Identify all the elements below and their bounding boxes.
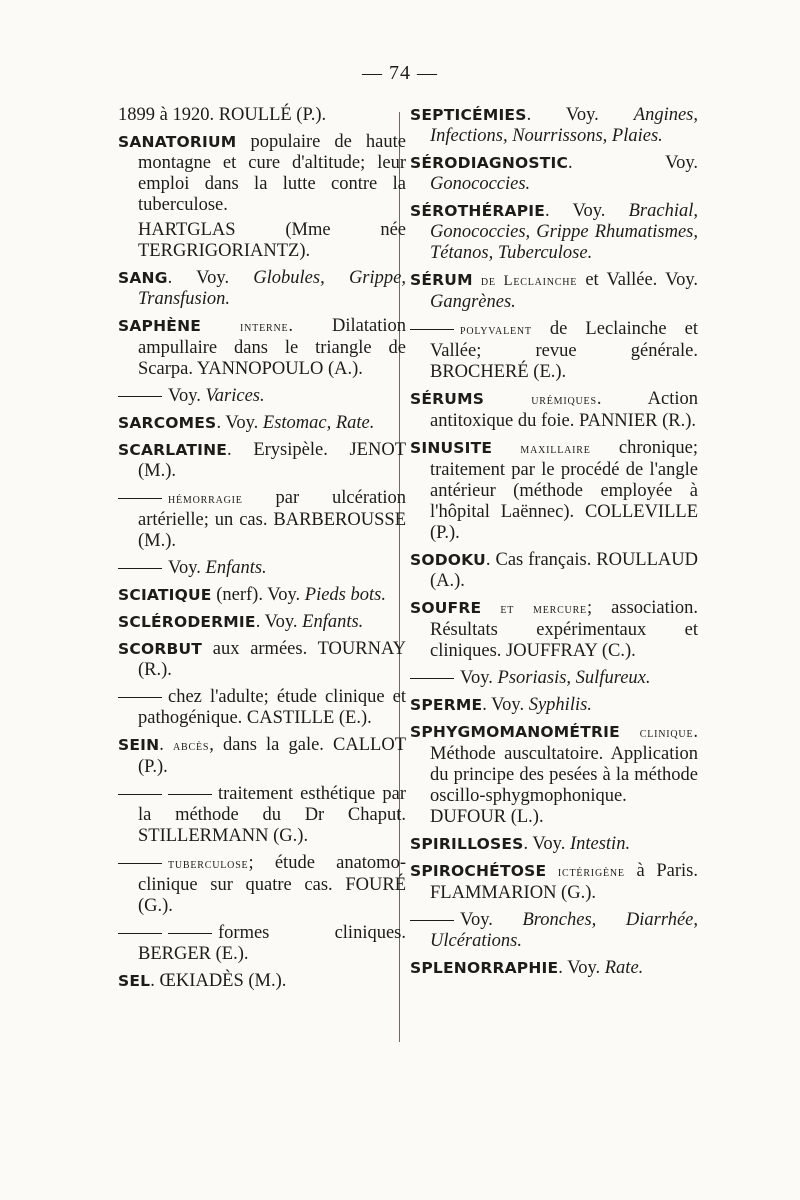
- repeat-dash: [118, 697, 162, 698]
- headword: SPHYGMOMANOMÉTRIE: [410, 723, 620, 741]
- index-entry: SEPTICÉMIES. Voy. Angines, Infections, Nourrissons, Plaies.: [410, 105, 698, 146]
- index-entry: SAPHÈNE interne. Dilatation ampullaire dans le triangle de Scarpa. YANNOPOULO (A.).: [118, 316, 406, 379]
- index-entry: SEL. ŒKIADÈS (M.).: [118, 971, 287, 991]
- repeat-dash: [118, 498, 162, 499]
- index-entry: SÉRODIAGNOSTIC. Voy. Gonococcies.: [410, 153, 698, 194]
- index-entry: Voy. Bronches, Diarrhée, Ulcérations.: [410, 910, 698, 952]
- headword: SEL: [118, 972, 151, 990]
- index-entry: HARTGLAS (Mme née TERGRIGORIANTZ).: [138, 220, 406, 261]
- index-entry: Voy. Psoriasis, Sulfureux.: [410, 668, 698, 689]
- headword: SCLÉRODERMIE: [118, 613, 256, 631]
- index-entry: chez l'adulte; étude clinique et pathogénique. CASTILLE (E.).: [118, 687, 406, 729]
- repeat-dash: [118, 794, 162, 795]
- headword: SÉRODIAGNOSTIC: [410, 154, 569, 172]
- right-column: [410, 105, 698, 985]
- headword: SINUSITE: [410, 439, 493, 457]
- headword: SARCOMES: [118, 414, 217, 432]
- repeat-dash: [118, 863, 162, 864]
- index-entry: Voy. Varices.: [118, 386, 406, 407]
- index-entry: traitement esthétique par la méthode du Dr Chaput. STILLERMANN (G.).: [118, 784, 406, 847]
- left-column: [118, 105, 406, 998]
- index-entry: SPHYGMOMANOMÉTRIE clinique. Méthode auscultatoire. Application du principe des pesées à la méthode oscillo-sphygmophonique. DUFOUR (L.).: [410, 722, 698, 827]
- index-entry: SÉRUMS urémiques. Action antitoxique du foie. PANNIER (R.).: [410, 389, 698, 431]
- index-entry: SÉROTHÉRAPIE. Voy. Brachial, Gonococcies, Grippe Rhumatismes, Tétanos, Tuberculose.: [410, 201, 698, 263]
- index-entry: SANATORIUM populaire de haute montagne et cure d'altitude; leur emploi dans la lutte contre la tuberculose.: [118, 132, 406, 215]
- headword: SAPHÈNE: [118, 317, 202, 335]
- index-entry: SOUFRE et mercure; association. Résultats expérimentaux et cliniques. JOUFFRAY (C.).: [410, 598, 699, 661]
- headword: SEIN: [118, 736, 160, 754]
- headword: SCIATIQUE: [118, 586, 212, 604]
- index-entry: formes cliniques. BERGER (E.).: [118, 923, 406, 965]
- headword: SPIROCHÉTOSE: [410, 862, 547, 880]
- repeat-dash: [410, 678, 454, 679]
- repeat-dash: [410, 920, 454, 921]
- headword: SÉROTHÉRAPIE: [410, 202, 546, 220]
- index-entry: SPIROCHÉTOSE ictérigène à Paris. FLAMMARION (G.).: [410, 861, 698, 903]
- index-entry: 1899 à 1920. ROULLÉ (P.).: [118, 105, 327, 125]
- headword: SEPTICÉMIES: [410, 106, 527, 124]
- index-entry: SCIATIQUE (nerf). Voy. Pieds bots.: [118, 585, 386, 605]
- index-entry: SANG. Voy. Globules, Grippe, Transfusion.: [118, 268, 406, 309]
- index-entry: SPERME. Voy. Syphilis.: [410, 695, 592, 715]
- index-entry: SARCOMES. Voy. Estomac, Rate.: [118, 413, 375, 433]
- page-number: — 74 —: [362, 62, 438, 84]
- index-entry: SPLENORRAPHIE. Voy. Rate.: [410, 958, 644, 978]
- index-entry: SCARLATINE. Erysipèle. JENOT (M.).: [118, 440, 406, 481]
- index-entry: SODOKU. Cas français. ROULLAUD (A.).: [410, 550, 698, 591]
- headword: SPIRILLOSES: [410, 835, 524, 853]
- headword: SANG: [118, 269, 168, 287]
- headword: SANATORIUM: [118, 133, 237, 151]
- headword: SOUFRE: [410, 599, 482, 617]
- repeat-dash: [168, 933, 212, 934]
- repeat-dash: [118, 933, 162, 934]
- headword: SÉRUMS: [410, 390, 485, 408]
- index-entry: polyvalent de Leclainche et Vallée; revue générale. BROCHERÉ (E.).: [410, 319, 698, 383]
- index-entry: SCORBUT aux armées. TOURNAY (R.).: [118, 639, 406, 680]
- index-entry: SPIRILLOSES. Voy. Intestin.: [410, 834, 631, 854]
- index-entry: Voy. Enfants.: [118, 558, 406, 579]
- index-entry: SCLÉRODERMIE. Voy. Enfants.: [118, 612, 364, 632]
- repeat-dash: [118, 396, 162, 397]
- repeat-dash: [118, 568, 162, 569]
- repeat-dash: [168, 794, 212, 795]
- index-entry: SINUSITE maxillaire chronique; traitement par le procédé de l'angle antérieur (méthode employée à l'hôpital Laënnec). COLLEVILLE (P.).: [410, 438, 698, 543]
- index-entry: SEIN. abcès, dans la gale. CALLOT (P.).: [118, 735, 406, 777]
- headword: SODOKU: [410, 551, 486, 569]
- repeat-dash: [410, 329, 454, 330]
- index-entry: hémorragie par ulcération artérielle; un cas. BARBEROUSSE (M.).: [118, 488, 406, 552]
- headword: SPERME: [410, 696, 483, 714]
- headword: SPLENORRAPHIE: [410, 959, 559, 977]
- headword: SCORBUT: [118, 640, 203, 658]
- index-entry: SÉRUM de Leclainche et Vallée. Voy. Gangrènes.: [410, 270, 698, 312]
- index-entry: tuberculose; étude anatomo-clinique sur quatre cas. FOURÉ (G.).: [118, 853, 406, 917]
- headword: SCARLATINE: [118, 441, 228, 459]
- headword: SÉRUM: [410, 271, 473, 289]
